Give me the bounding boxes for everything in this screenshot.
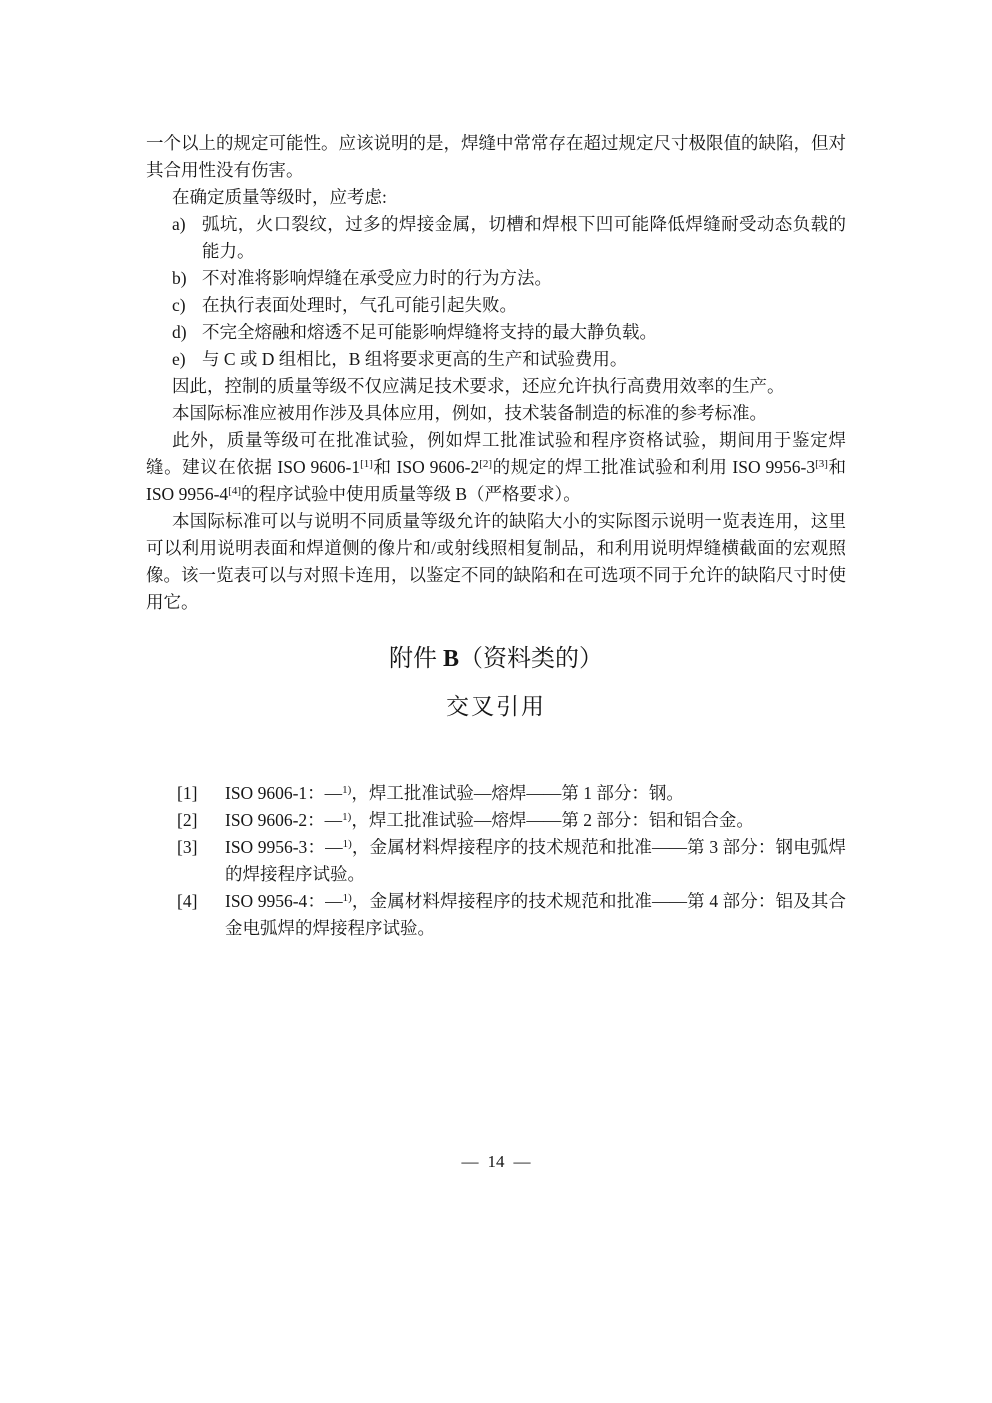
footnote-sup: 1) bbox=[342, 838, 352, 850]
cross-reference-title: 交叉引用 bbox=[446, 694, 546, 719]
reference-item-4 bbox=[146, 888, 846, 942]
list-item-text: 不完全熔融和熔透不足可能影响焊缝将支持的最大静负载。 bbox=[202, 322, 657, 342]
list-item-text: 弧坑，火口裂纹，过多的焊接金属，切槽和焊根下凹可能降低焊缝耐受动态负载的能力。 bbox=[202, 214, 846, 261]
paragraph-consider: 在确定质量等级时，应考虑: bbox=[172, 187, 387, 207]
footnote-sup: 1) bbox=[342, 811, 352, 823]
citation-4-sup: [4] bbox=[228, 485, 241, 497]
reference-label: ISO 9956-3： bbox=[225, 837, 326, 857]
footnote-sup: 1) bbox=[342, 892, 352, 904]
text-segment: 和 ISO 9956-4 bbox=[146, 457, 847, 504]
list-item-c bbox=[146, 292, 846, 319]
reference-marker: [2] bbox=[177, 810, 198, 830]
list-item-a bbox=[146, 211, 846, 265]
reference-marker: [4] bbox=[177, 891, 198, 911]
reference-dash: — bbox=[324, 810, 343, 830]
text-segment: 的规定的焊工批准试验和利用 ISO 9956-3 bbox=[492, 457, 816, 477]
reference-text: ，焊工批准试验—熔焊——第 1 部分：钢。 bbox=[351, 783, 684, 803]
reference-list bbox=[146, 780, 846, 942]
reference-dash: — bbox=[324, 783, 343, 803]
reference-label: ISO 9606-1： bbox=[225, 783, 325, 803]
reference-marker: [1] bbox=[177, 783, 198, 803]
reference-item-3 bbox=[146, 834, 846, 888]
text-segment: 此外，质量等级可在批准试验，例如焊工批准试验和程序资格试验，期间用于鉴定焊缝。建议在依据 ISO 9606-1 bbox=[146, 430, 846, 477]
annex-b-title bbox=[146, 642, 846, 676]
paragraph-illustrations: 本国际标准可以与说明不同质量等级允许的缺陷大小的实际图示说明一览表连用，这里可以利用说明表面和焊道侧的像片和/或射线照相复制品，和利用说明焊缝横截面的宏观照像。该一览表可以与对照卡连用，以鉴定不同的缺陷和在可选项不同于允许的缺陷尺寸时使用它。 bbox=[146, 511, 846, 612]
page-footer bbox=[0, 1151, 992, 1173]
reference-item-1 bbox=[146, 780, 846, 807]
reference-dash: — bbox=[325, 891, 343, 911]
reference-item-2 bbox=[146, 807, 846, 834]
paragraph-approval-tests bbox=[146, 427, 846, 508]
list-item-marker: e) bbox=[172, 349, 186, 369]
list-item-text: 与 C 或 D 组相比，B 组将要求更高的生产和试验费用。 bbox=[202, 349, 628, 369]
reference-label: ISO 9606-2： bbox=[225, 810, 325, 830]
footer-dash-left: — bbox=[461, 1152, 479, 1171]
citation-1-sup: [1] bbox=[360, 458, 373, 470]
annex-title-prefix: 附件 bbox=[388, 646, 443, 672]
citation-3-sup: [3] bbox=[815, 458, 828, 470]
list-item-e bbox=[146, 346, 846, 373]
footnote-sup: 1) bbox=[342, 784, 352, 796]
paragraph-reference-standard: 本国际标准应被用作涉及具体应用，例如，技术装备制造的标准的参考标准。 bbox=[172, 403, 767, 423]
page-number: 14 bbox=[487, 1152, 505, 1171]
list-item-marker: d) bbox=[172, 322, 187, 342]
list-item-b bbox=[146, 265, 846, 292]
list-item-text: 在执行表面处理时，气孔可能引起失败。 bbox=[202, 295, 517, 315]
list-item-text: 不对准将影响焊缝在承受应力时的行为方法。 bbox=[202, 268, 552, 288]
reference-dash: — bbox=[325, 837, 343, 857]
paragraph-continuation: 一个以上的规定可能性。应该说明的是，焊缝中常常存在超过规定尺寸极限值的缺陷，但对其合用性没有伤害。 bbox=[146, 133, 846, 180]
list-item-marker: b) bbox=[172, 268, 187, 288]
paragraph-therefore: 因此，控制的质量等级不仅应满足技术要求，还应允许执行高费用效率的生产。 bbox=[172, 376, 785, 396]
reference-text: ，焊工批准试验—熔焊——第 2 部分：铝和铝合金。 bbox=[351, 810, 754, 830]
list-item-marker: a) bbox=[172, 214, 186, 234]
reference-text: ，金属材料焊接程序的技术规范和批准——第 4 部分：铝及其合金电弧焊的焊接程序试验。 bbox=[225, 891, 846, 938]
annex-title-suffix: （资料类的） bbox=[459, 646, 603, 672]
citation-2-sup: [2] bbox=[479, 458, 493, 470]
footer-dash-right: — bbox=[513, 1152, 531, 1171]
text-segment: 和 ISO 9606-2 bbox=[372, 457, 480, 477]
reference-label: ISO 9956-4： bbox=[225, 891, 326, 911]
reference-text: ，金属材料焊接程序的技术规范和批准——第 3 部分：钢电弧焊的焊接程序试验。 bbox=[225, 837, 846, 884]
list-item-d bbox=[146, 319, 846, 346]
text-segment: 的程序试验中使用质量等级 B（严格要求）。 bbox=[240, 484, 581, 504]
reference-marker: [3] bbox=[177, 837, 198, 857]
annex-title-letter: B bbox=[442, 646, 459, 672]
list-item-marker: c) bbox=[172, 295, 186, 315]
body-text bbox=[146, 130, 846, 942]
